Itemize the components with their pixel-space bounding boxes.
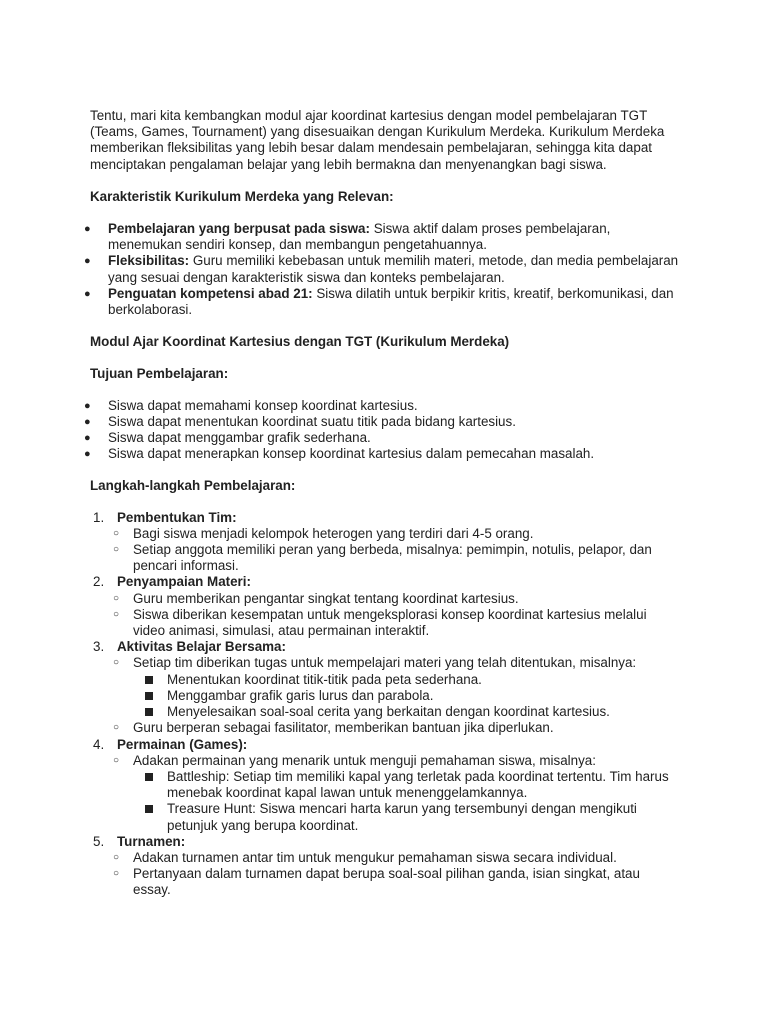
- step-number: 2.: [93, 574, 105, 590]
- bullet-icon: ●: [84, 415, 91, 428]
- sub-list: [113, 590, 680, 640]
- circle-bullet-icon: ○: [113, 608, 120, 620]
- sub-sub-item-text: Treasure Hunt: Siswa mencari harta karun yang tersembunyi dengan mengikuti petunjuk yang berupa koordinat.: [167, 801, 637, 833]
- bullet-icon: ●: [84, 448, 91, 461]
- step-title: Aktivitas Belajar Bersama:: [117, 639, 286, 655]
- objective-text: Siswa dapat memahami konsep koordinat kartesius.: [108, 397, 418, 413]
- sub-item-text: Adakan turnamen antar tim untuk mengukur pemahaman siswa secara individual.: [133, 849, 617, 865]
- list-item: [84, 446, 680, 462]
- term: Penguatan kompetensi abad 21:: [108, 285, 313, 301]
- sub-item: [113, 525, 680, 542]
- sub-item-text: Bagi siswa menjadi kelompok heterogen yang terdiri dari 4-5 orang.: [133, 525, 534, 541]
- list-item: [84, 221, 680, 253]
- sub-sub-list: [133, 672, 680, 721]
- sub-list: [113, 525, 680, 575]
- step-title: Pembentukan Tim:: [117, 509, 237, 525]
- objectives-heading: Tujuan Pembelajaran:: [90, 366, 229, 382]
- sub-sub-item: [133, 672, 680, 688]
- sub-item: [113, 866, 680, 898]
- step-number: 4.: [93, 736, 105, 752]
- module-title: Modul Ajar Koordinat Kartesius dengan TGT (Kurikulum Merdeka): [90, 334, 510, 350]
- characteristics-heading: Karakteristik Kurikulum Merdeka yang Relevan:: [90, 188, 394, 204]
- square-bullet-icon: [145, 708, 153, 716]
- sub-item-text: Pertanyaan dalam turnamen dapat berupa soal-soal pilihan ganda, isian singkat, atau essay.: [133, 866, 640, 898]
- sub-item-text: Setiap anggota memiliki peran yang berbeda, misalnya: pemimpin, notulis, pelapor, dan pencari informasi.: [133, 542, 652, 574]
- sub-sub-item-text: Menggambar grafik garis lurus dan parabola.: [167, 687, 434, 703]
- step-title: Permainan (Games):: [117, 736, 248, 752]
- sub-sub-item-text: Menyelesaikan soal-soal cerita yang berkaitan dengan koordinat kartesius.: [167, 704, 610, 720]
- sub-item: [113, 542, 680, 574]
- square-bullet-icon: [145, 676, 153, 684]
- step-item: [90, 737, 680, 834]
- sub-list: [113, 752, 680, 834]
- step-item: [90, 639, 680, 736]
- document-page: [84, 108, 680, 899]
- intro-paragraph: Tentu, mari kita kembangkan modul ajar koordinat kartesius dengan model pembelajaran TGT (Teams, Games, Tournament) yang disesuaikan dengan Kurikulum Merdeka. Kurikulum Merdeka memberikan fleksibilitas yang lebih besar dalam mendesain pembelajaran, sehingga kita dapat menciptakan pengalaman belajar yang lebih bermakna dan menyenangkan bagi siswa.: [90, 108, 665, 172]
- step-number: 1.: [93, 509, 105, 525]
- bullet-icon: ●: [84, 255, 91, 268]
- bullet-icon: ●: [84, 223, 91, 236]
- list-item: [84, 430, 680, 446]
- step-number: 3.: [93, 639, 105, 655]
- step-item: [90, 510, 680, 575]
- bullet-icon: ●: [84, 432, 91, 445]
- circle-bullet-icon: ○: [113, 851, 120, 863]
- circle-bullet-icon: ○: [113, 527, 120, 539]
- circle-bullet-icon: ○: [113, 657, 120, 669]
- sub-item: [113, 606, 680, 639]
- list-item: [84, 285, 680, 318]
- objective-text: Siswa dapat menentukan koordinat suatu titik pada bidang kartesius.: [108, 413, 516, 429]
- objectives-list: [84, 397, 680, 463]
- step-title: Penyampaian Materi:: [117, 574, 251, 590]
- sub-list: [113, 849, 680, 899]
- sub-item-text: Guru memberikan pengantar singkat tentang koordinat kartesius.: [133, 590, 519, 606]
- description: Siswa aktif dalam proses pembelajaran, menemukan sendiri konsep, dan membangun pengetahuannya.: [108, 221, 611, 253]
- square-bullet-icon: [145, 692, 153, 700]
- bullet-icon: ●: [84, 399, 91, 412]
- characteristics-list: [84, 221, 680, 318]
- sub-sub-item: [133, 704, 680, 720]
- description: Guru memiliki kebebasan untuk memilih materi, metode, dan media pembelajaran yang sesuai dengan karakteristik siswa dan konteks pembelajaran.: [108, 253, 679, 285]
- objective-text: Siswa dapat menggambar grafik sederhana.: [108, 430, 371, 446]
- steps-heading: Langkah-langkah Pembelajaran:: [90, 478, 296, 494]
- objective-text: Siswa dapat menerapkan konsep koordinat kartesius dalam pemecahan masalah.: [108, 446, 595, 462]
- sub-sub-item: [133, 688, 680, 704]
- description: Siswa dilatih untuk berpikir kritis, kreatif, berkomunikasi, dan berkolaborasi.: [108, 285, 674, 318]
- step-item: [90, 834, 680, 899]
- circle-bullet-icon: ○: [113, 754, 120, 766]
- sub-sub-item: [133, 801, 680, 833]
- sub-list: [113, 655, 680, 736]
- circle-bullet-icon: ○: [113, 722, 120, 734]
- sub-sub-item-text: Battleship: Setiap tim memiliki kapal yang terletak pada koordinat tertentu. Tim harus menebak koordinat kapal lawan untuk menenggelamkannya.: [167, 768, 669, 801]
- sub-item: [113, 752, 680, 834]
- list-item: [84, 413, 680, 430]
- sub-item: [113, 655, 680, 720]
- sub-item: [113, 849, 680, 866]
- bullet-icon: ●: [84, 287, 91, 300]
- circle-bullet-icon: ○: [113, 868, 120, 880]
- sub-sub-item-text: Menentukan koordinat titik-titik pada peta sederhana.: [167, 671, 482, 687]
- step-number: 5.: [93, 833, 105, 849]
- sub-item-text: Adakan permainan yang menarik untuk menguji pemahaman siswa, misalnya:: [133, 752, 596, 768]
- sub-sub-item: [133, 769, 680, 801]
- square-bullet-icon: [145, 805, 153, 813]
- sub-sub-list: [133, 769, 680, 834]
- term: Fleksibilitas:: [108, 253, 190, 269]
- list-item: [84, 253, 680, 285]
- step-title: Turnamen:: [117, 833, 186, 849]
- list-item: [84, 397, 680, 414]
- steps-list: [90, 510, 680, 899]
- sub-item: [113, 720, 680, 736]
- sub-item-text: Guru berperan sebagai fasilitator, memberikan bantuan jika diperlukan.: [133, 720, 554, 736]
- step-item: [90, 574, 680, 639]
- term: Pembelajaran yang berpusat pada siswa:: [108, 221, 370, 237]
- square-bullet-icon: [145, 773, 153, 781]
- sub-item-text: Siswa diberikan kesempatan untuk mengeksplorasi konsep koordinat kartesius melalui video animasi, simulasi, atau permainan interaktif.: [133, 606, 647, 639]
- sub-item-text: Setiap tim diberikan tugas untuk mempelajari materi yang telah ditentukan, misalnya:: [133, 655, 637, 671]
- circle-bullet-icon: ○: [113, 544, 120, 556]
- sub-item: [113, 590, 680, 607]
- circle-bullet-icon: ○: [113, 592, 120, 604]
